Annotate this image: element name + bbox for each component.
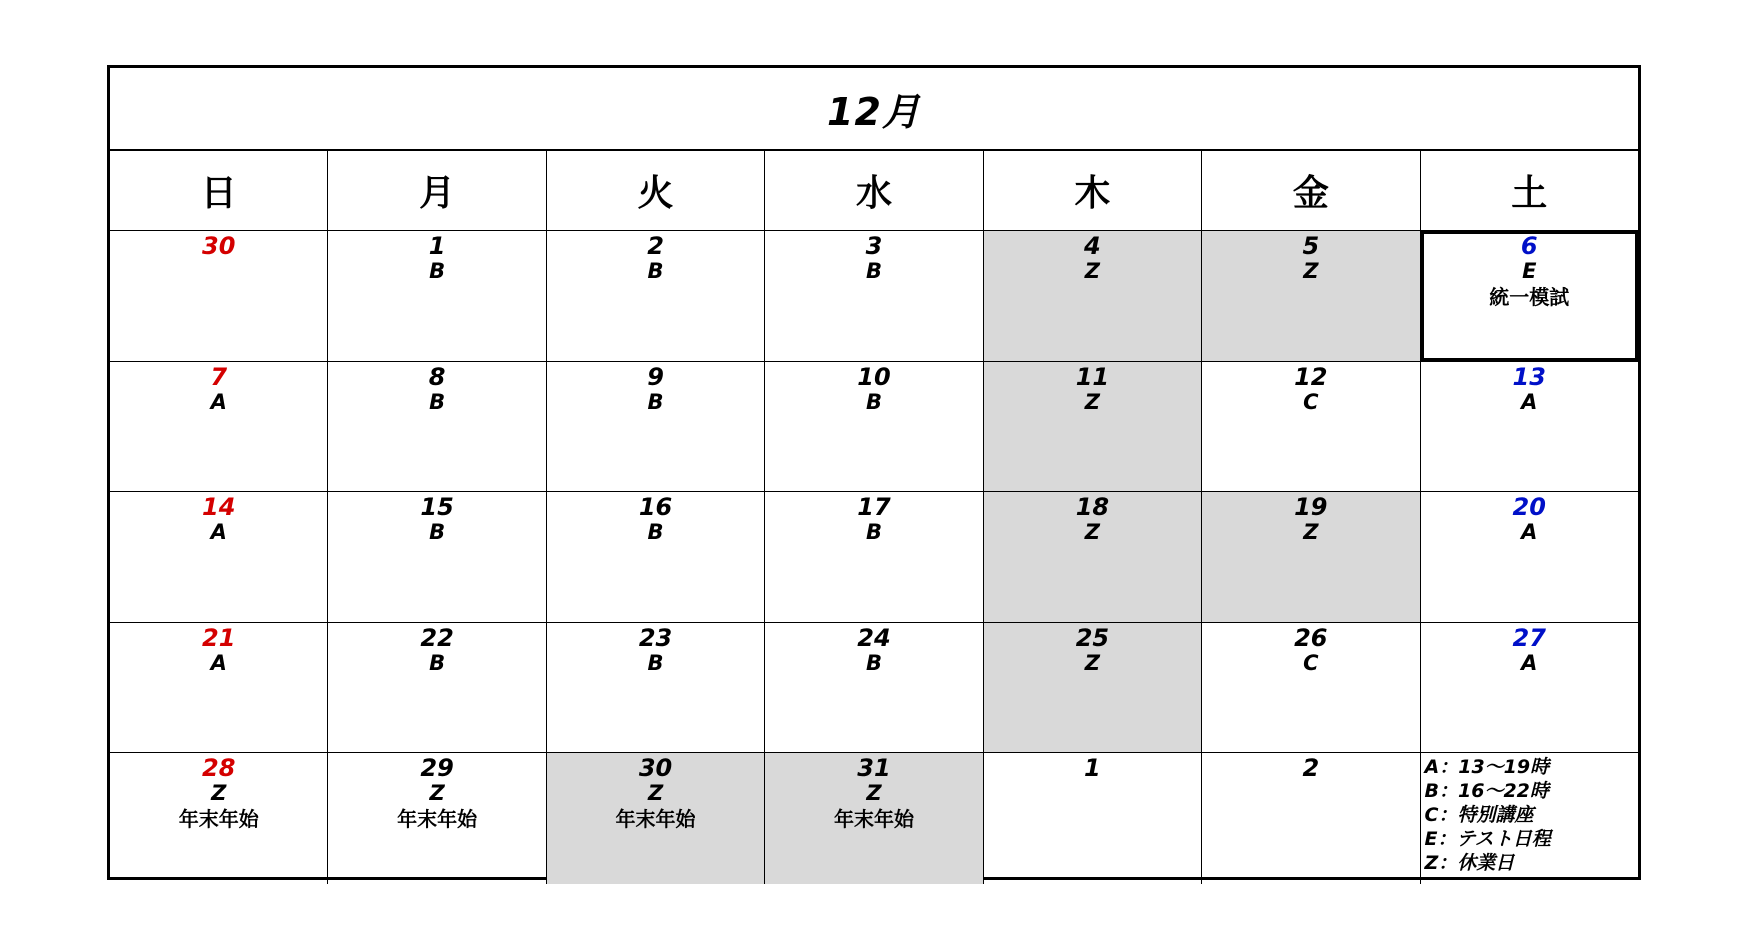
day-cell [984, 231, 1202, 361]
legend-item: A：13～19時 [1424, 756, 1550, 779]
schedule-code: A [210, 520, 227, 545]
day-note: 年末年始 [397, 807, 478, 832]
calendar-grid [110, 231, 1638, 884]
week-row [110, 753, 1638, 884]
day-number: 2 [647, 232, 664, 260]
day-number: 17 [857, 493, 891, 522]
day-cell [328, 231, 546, 361]
day-cell [984, 753, 1202, 884]
schedule-code: B [429, 650, 446, 675]
day-number: 5 [1302, 232, 1320, 260]
week-row [110, 623, 1638, 754]
schedule-code: B [429, 389, 446, 414]
day-cell [328, 623, 546, 753]
weekday-label: 月 [328, 151, 546, 230]
day-number: 3 [865, 232, 883, 260]
day-cell [110, 362, 328, 492]
day-cell [547, 362, 765, 492]
schedule-code: B [647, 650, 664, 675]
legend-cell [1421, 753, 1638, 884]
week-row [110, 231, 1638, 362]
weekday-label: 金 [1202, 151, 1420, 230]
day-note: 年末年始 [178, 807, 259, 832]
day-number: 2 [1302, 754, 1320, 783]
day-number: 28 [202, 754, 236, 783]
day-cell [1202, 753, 1420, 884]
day-number: 21 [202, 623, 236, 652]
schedule-code: Z [1084, 259, 1101, 283]
day-number: 16 [638, 493, 673, 522]
day-cell [110, 623, 328, 753]
schedule-code: Z [647, 781, 664, 806]
day-cell [765, 231, 983, 361]
schedule-code: C [1303, 389, 1319, 414]
weekday-header [110, 151, 1638, 231]
day-cell [547, 492, 765, 622]
day-note: 統一模試 [1489, 285, 1570, 309]
day-number: 25 [1075, 623, 1110, 652]
schedule-code: B [865, 520, 882, 545]
day-number: 6 [1520, 232, 1538, 260]
schedule-code: A [210, 650, 227, 675]
day-number: 12 [1294, 362, 1328, 391]
day-number: 24 [857, 623, 891, 652]
day-number: 4 [1084, 232, 1101, 260]
day-number: 30 [202, 232, 236, 260]
schedule-code: B [429, 520, 446, 545]
day-note: 年末年始 [615, 807, 696, 832]
day-number: 26 [1294, 623, 1328, 652]
day-cell [547, 623, 765, 753]
schedule-code: B [429, 259, 446, 283]
schedule-code: B [647, 259, 664, 283]
day-note: 年末年始 [833, 807, 914, 832]
day-number: 10 [857, 362, 891, 391]
legend [1425, 755, 1551, 875]
day-cell [328, 492, 546, 622]
day-number: 7 [210, 362, 228, 391]
weekday-label: 土 [1511, 173, 1548, 214]
day-number: 11 [1075, 362, 1110, 391]
day-cell [110, 492, 328, 622]
day-cell [110, 231, 328, 361]
day-cell [1202, 492, 1420, 622]
schedule-code: E [1522, 259, 1537, 283]
day-cell [765, 623, 983, 753]
day-cell [765, 753, 983, 884]
day-number: 15 [420, 493, 454, 522]
week-row [110, 362, 1638, 493]
day-cell [765, 362, 983, 492]
weekday-label: 水 [765, 151, 983, 230]
legend-item: E：テスト日程 [1424, 828, 1551, 851]
day-number: 30 [638, 754, 673, 783]
schedule-code: A [1521, 520, 1538, 545]
day-number: 1 [1084, 754, 1101, 783]
day-cell [1421, 623, 1638, 753]
schedule-code: B [865, 389, 882, 414]
legend-item: B：16～22時 [1424, 780, 1549, 803]
day-cell [547, 753, 765, 884]
weekday-label: 日 [110, 151, 328, 230]
weekday-label: 火 [547, 151, 765, 230]
day-number: 18 [1075, 493, 1110, 522]
legend-item: Z：休業日 [1424, 852, 1515, 875]
schedule-code: Z [1084, 520, 1101, 545]
day-number: 23 [638, 623, 673, 652]
schedule-code: B [647, 520, 664, 545]
day-number: 8 [428, 362, 446, 391]
legend-item: C：特別講座 [1424, 804, 1534, 827]
month-title: 12月 [110, 68, 1638, 151]
schedule-code: Z [1303, 520, 1319, 545]
schedule-code: Z [1303, 259, 1319, 283]
day-number: 1 [428, 232, 446, 260]
schedule-code: Z [1084, 389, 1101, 414]
day-number: 14 [202, 493, 236, 522]
day-cell [984, 492, 1202, 622]
day-number: 31 [857, 754, 891, 783]
day-number: 29 [420, 754, 454, 783]
day-cell [328, 362, 546, 492]
day-number: 19 [1294, 493, 1328, 522]
schedule-code: Z [866, 781, 882, 806]
schedule-code: Z [211, 781, 227, 806]
day-number: 9 [647, 362, 664, 391]
day-number: 13 [1512, 362, 1546, 391]
day-cell [1421, 231, 1638, 361]
day-cell [110, 753, 328, 884]
schedule-code: A [210, 389, 227, 414]
day-cell [984, 362, 1202, 492]
day-cell [547, 231, 765, 361]
day-cell [1202, 623, 1420, 753]
week-row [110, 492, 1638, 623]
schedule-code: C [1303, 650, 1319, 675]
schedule-code: B [647, 389, 664, 414]
calendar [107, 65, 1641, 880]
schedule-code: Z [1084, 650, 1101, 675]
day-cell [1421, 362, 1638, 492]
day-number: 27 [1512, 623, 1546, 652]
schedule-code: B [865, 650, 882, 675]
day-cell [1202, 231, 1420, 361]
weekday-label: 木 [984, 151, 1202, 230]
day-cell [328, 753, 546, 884]
day-cell [765, 492, 983, 622]
day-cell [1421, 492, 1638, 622]
schedule-code: Z [429, 781, 445, 806]
schedule-code: B [865, 259, 882, 283]
day-cell [984, 623, 1202, 753]
day-cell [1202, 362, 1420, 492]
schedule-code: A [1521, 650, 1538, 675]
day-number: 20 [1512, 493, 1546, 522]
schedule-code: A [1521, 389, 1538, 414]
day-number: 22 [420, 623, 454, 652]
